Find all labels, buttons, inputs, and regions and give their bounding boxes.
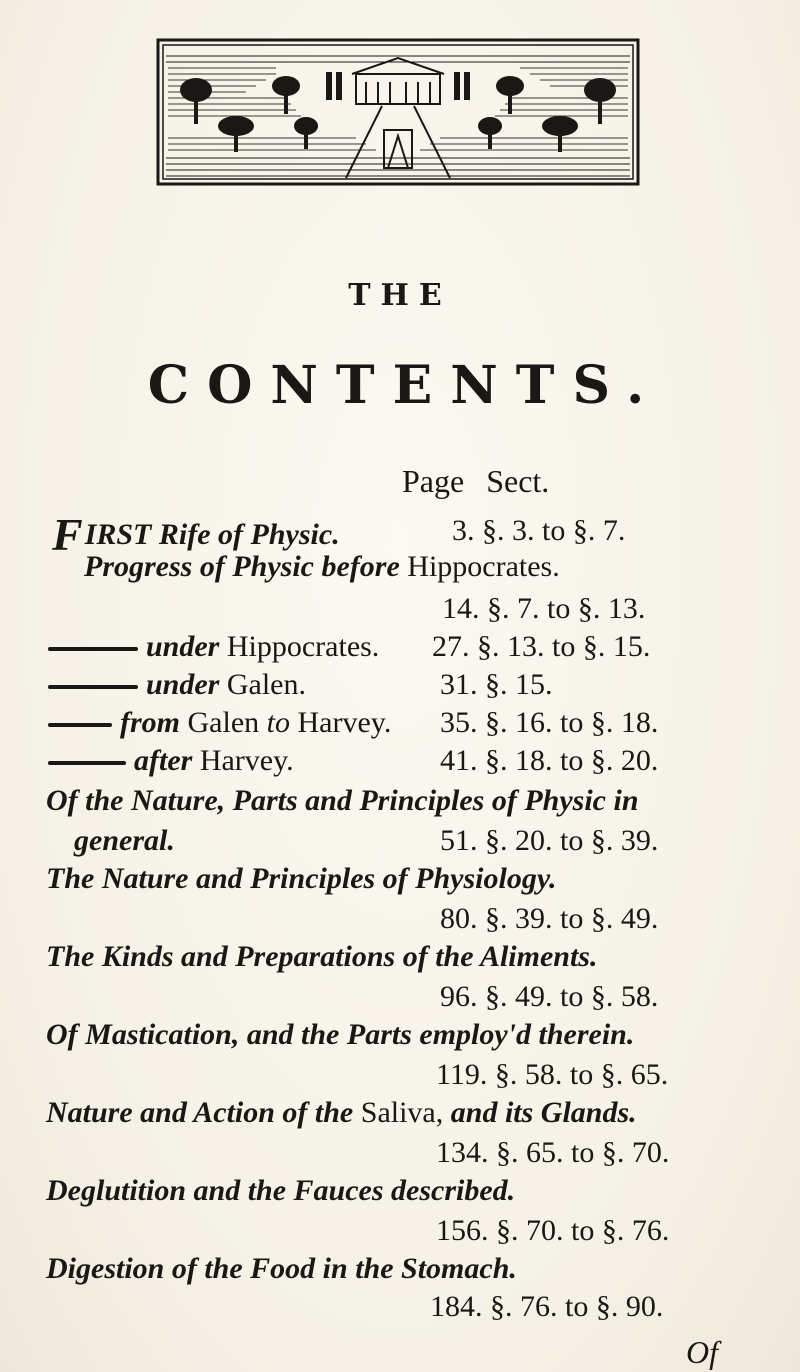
toc-entry-title: from Galen to Harvey. [48, 708, 391, 738]
toc-entry-ref: 27. §. 13. to §. 15. [432, 630, 651, 663]
toc-entry-title: under Hippocrates. [48, 632, 379, 662]
toc-entry-ref: 3. §. 3. to §. 7. [452, 514, 626, 547]
toc-entry-title: Of Mastication, and the Parts employ'd therein. [46, 1018, 635, 1051]
toc-entry-ref: 80. §. 39. to §. 49. [440, 902, 659, 935]
ditto-dash [48, 761, 126, 765]
sect-column-header: Sect. [486, 463, 550, 499]
toc-entry-ref: 156. §. 70. to §. 76. [436, 1214, 670, 1247]
ornamental-headpiece [156, 38, 640, 186]
toc-entry-title: Of the Nature, Parts and Principles of Physic in [46, 784, 639, 817]
page-column-header: Page [402, 463, 465, 499]
toc-entry-ref: 51. §. 20. to §. 39. [440, 824, 659, 857]
toc-entry-ref: 41. §. 18. to §. 20. [440, 744, 659, 777]
toc-entry-title: Digestion of the Food in the Stomach. [46, 1252, 517, 1285]
toc-entry-ref: 134. §. 65. to §. 70. [436, 1136, 670, 1169]
ornamental-garden-headpiece-icon [156, 38, 640, 186]
toc-entry-title: Nature and Action of the Saliva, and its Glands. [46, 1096, 637, 1129]
toc-entry-title: after Harvey. [48, 746, 294, 776]
toc-entry-ref: 96. §. 49. to §. 58. [440, 980, 659, 1013]
toc-entry-ref: 35. §. 16. to §. 18. [440, 706, 659, 739]
ditto-dash [48, 723, 112, 727]
toc-entry-ref: 31. §. 15. [440, 668, 553, 701]
column-headers [402, 463, 563, 500]
toc-entry-title: Deglutition and the Fauces described. [46, 1174, 516, 1207]
toc-entry-title: The Nature and Principles of Physiology. [46, 862, 557, 895]
title-the: THE [348, 278, 452, 313]
toc-entry-ref: 119. §. 58. to §. 65. [436, 1058, 669, 1091]
catchword: Of [686, 1334, 718, 1370]
toc-entry-ref: 184. §. 76. to §. 90. [430, 1290, 664, 1323]
ditto-dash [48, 685, 138, 689]
ditto-dash [48, 647, 138, 651]
toc-entry-title: FIRST Rife of Physic. [52, 509, 340, 560]
title-contents: CONTENTS. [147, 355, 663, 416]
toc-entry-title: The Kinds and Preparations of the Aliments. [46, 940, 598, 973]
toc-entry-title: under Galen. [48, 670, 306, 700]
toc-entry-title: Progress of Physic before Hippocrates. [84, 550, 560, 583]
toc-entry-ref: 14. §. 7. to §. 13. [442, 592, 646, 625]
drop-cap: F [52, 509, 83, 560]
toc-entry-title-cont: general. [74, 824, 175, 857]
